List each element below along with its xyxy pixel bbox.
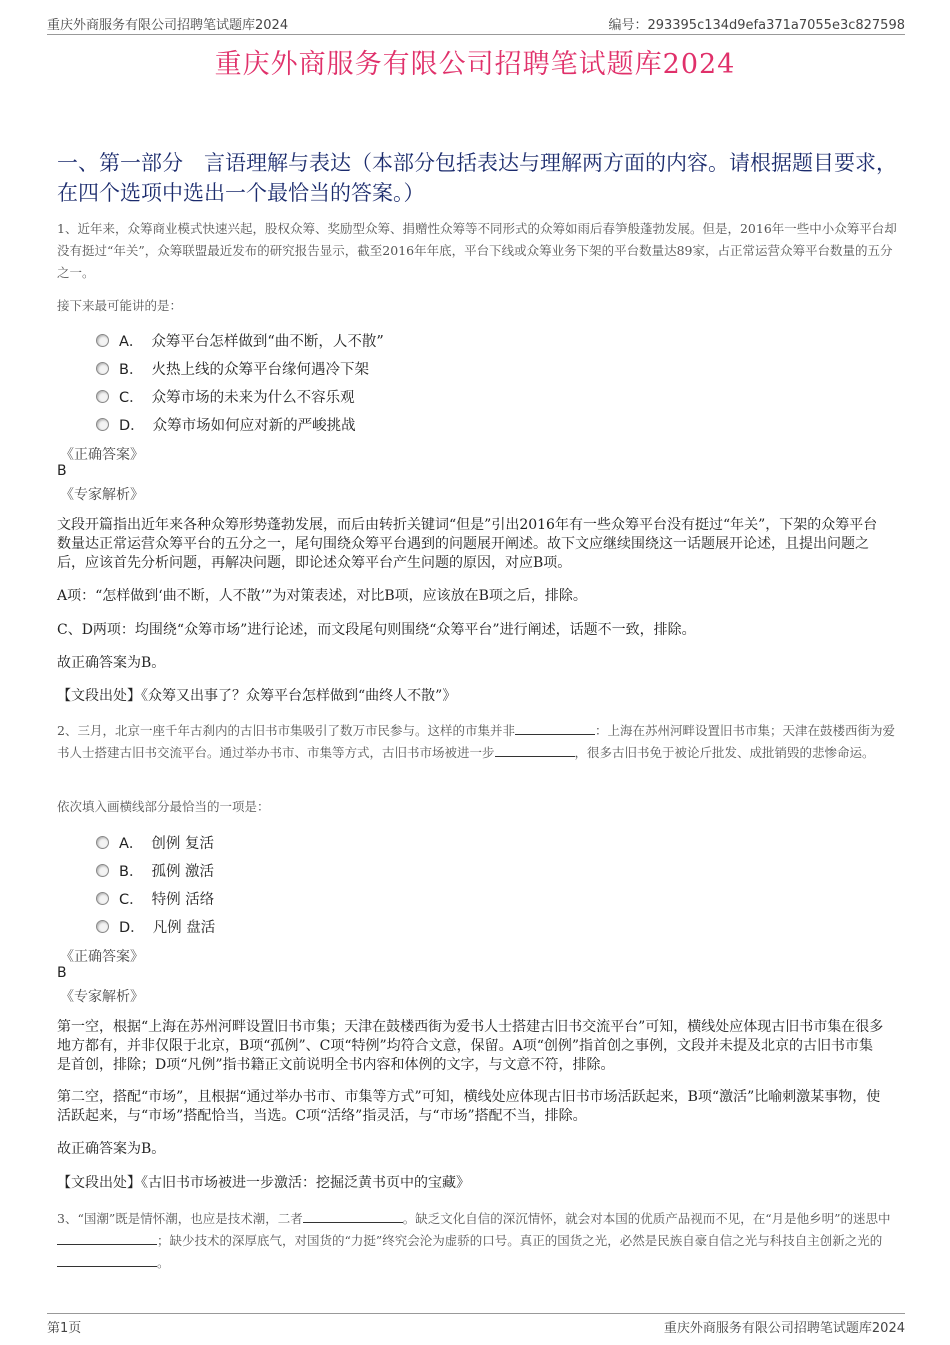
- option-label: D．: [119, 418, 145, 434]
- page-header: [47, 14, 905, 35]
- option-text: 众筹市场如何应对新的严峻挑战: [152, 418, 356, 434]
- fill-blank: [57, 1254, 157, 1267]
- q2-answer: B: [57, 965, 67, 981]
- option-text: 特例 活络: [151, 892, 215, 908]
- q2-analysis-paragraph: 故正确答案为B。: [57, 1141, 166, 1157]
- q2-text-part: 2、三月，北京一座千年古刹内的古旧书市集吸引了数万市民参与。这样的市集并非: [57, 723, 515, 738]
- option-label: C．: [119, 892, 144, 908]
- option-text: 众筹平台怎样做到“曲不断，人不散”: [151, 334, 384, 350]
- q1-option-a[interactable]: [96, 330, 384, 351]
- q2-option-a[interactable]: [96, 832, 214, 853]
- option-text: 火热上线的众筹平台缘何遇冷下架: [151, 362, 369, 378]
- radio-icon[interactable]: [96, 836, 109, 849]
- q2-option-d[interactable]: [96, 916, 215, 937]
- option-label: B．: [119, 864, 144, 880]
- q1-analysis-paragraph: C、D两项：均围绕“众筹市场”进行论述，而文段尾句则围绕“众筹平台”进行阐述，话题不一致，排除。: [57, 622, 696, 638]
- radio-icon[interactable]: [96, 334, 109, 347]
- q1-analysis-paragraph: 文段开篇指出近年来各种众筹形势蓬勃发展，而后由转折关键词“但是”引出2016年有一些众筹平台没有挺过“年关”，下架的众筹平台数量达正常运营众筹平台的五分之一，尾句围绕众筹平台遇到的问题展开阐述。故下文应继续围绕这一话题展开论述，且提出问题之后，应该首先分析问题，再解决问题，即论述众筹平台产生问题的原因，对应B项。: [57, 517, 878, 571]
- q2-answer-label: 《正确答案》: [60, 949, 144, 965]
- header-doc-id: 编号：293395c134d9efa371a7055e3c827598: [608, 18, 905, 33]
- q1-source: 【文段出处】《众筹又出事了？众筹平台怎样做到“曲终人不散”》: [57, 688, 457, 704]
- q2-source: 【文段出处】《古旧书市场被进一步激活：挖掘泛黄书页中的宝藏》: [57, 1175, 470, 1191]
- radio-icon[interactable]: [96, 892, 109, 905]
- option-label: A．: [119, 836, 144, 852]
- question-2-prompt: 依次填入画横线部分最恰当的一项是：: [57, 799, 270, 814]
- q2-option-c[interactable]: [96, 888, 214, 909]
- option-text: 创例 复活: [151, 836, 215, 852]
- q1-analysis-paragraph: 故正确答案为B。: [57, 655, 166, 671]
- q1-answer-label: 《正确答案》: [60, 447, 144, 463]
- q1-option-c[interactable]: [96, 386, 355, 407]
- option-label: B．: [119, 362, 144, 378]
- q2-analysis-label: 《专家解析》: [60, 989, 144, 1005]
- question-1-prompt: 接下来最可能讲的是：: [57, 298, 183, 313]
- option-label: D．: [119, 920, 145, 936]
- q3-text-part: 3、“国潮”既是情怀潮，也应是技术潮，二者: [57, 1211, 303, 1226]
- radio-icon[interactable]: [96, 362, 109, 375]
- q1-option-b[interactable]: [96, 358, 369, 379]
- section-heading: 一、第一部分 言语理解与表达（本部分包括表达与理解两方面的内容。请根据题目要求，在四个选项中选出一个最恰当的答案。）: [57, 151, 897, 205]
- fill-blank: [303, 1210, 403, 1223]
- q1-analysis-paragraph: A项：“怎样做到‘曲不断，人不散’”为对策表述，对比B项，应该放在B项之后，排除。: [57, 588, 587, 604]
- option-label: A．: [119, 334, 144, 350]
- option-text: 孤例 激活: [151, 864, 215, 880]
- q1-option-d[interactable]: [96, 414, 356, 435]
- q2-text-part: ，很多古旧书免于被论斤批发、成批销毁的悲惨命运。: [574, 745, 875, 760]
- q2-option-b[interactable]: [96, 860, 214, 881]
- radio-icon[interactable]: [96, 390, 109, 403]
- fill-blank: [57, 1232, 157, 1245]
- q3-text-part: 。缺乏文化自信的深沉情怀，就会对本国的优质产品视而不见，在“月是他乡明”的迷思中: [402, 1211, 891, 1226]
- page-title: 重庆外商服务有限公司招聘笔试题库2024: [214, 49, 736, 80]
- q1-analysis-label: 《专家解析》: [60, 487, 144, 503]
- q1-answer: B: [57, 463, 67, 479]
- fill-blank: [515, 722, 595, 735]
- footer-page-number: 第1页: [47, 1321, 82, 1336]
- radio-icon[interactable]: [96, 920, 109, 933]
- radio-icon[interactable]: [96, 864, 109, 877]
- q2-text-part: ：上海在苏州河畔设置旧书市集；天津在鼓楼西街为爱书人士搭建古旧书交流平台。通过举办书市、市集等方式，古旧书市场被进一步: [57, 723, 895, 760]
- question-1-text: 1、近年来，众筹商业模式快速兴起，股权众筹、奖励型众筹、捐赠性众筹等不同形式的众筹如雨后春笋般蓬勃发展。但是，2016年一些中小众筹平台却没有挺过“年关”，众筹联盟最近发布的研究报告显示，截至2016年年底，平台下线或众筹业务下架的平台数量达89家，占正常运营众筹平台数量的五分之一。: [57, 221, 897, 280]
- option-label: C．: [119, 390, 144, 406]
- radio-icon[interactable]: [96, 418, 109, 431]
- question-3-text: [57, 1208, 902, 1274]
- header-doc-title: 重庆外商服务有限公司招聘笔试题库2024: [47, 18, 289, 33]
- question-2-text: [57, 720, 902, 764]
- option-text: 凡例 盘活: [152, 920, 216, 936]
- fill-blank: [495, 744, 575, 757]
- page-footer: [47, 1313, 905, 1336]
- q2-analysis-paragraph: 第一空，根据“上海在苏州河畔设置旧书市集；天津在鼓楼西街为爱书人士搭建古旧书交流平台”可知，横线处应体现古旧书市集在很多地方都有，并非仅限于北京，B项“孤例”、C项“特例”均符合文意，保留。A项“创例”指首创之事例，文段并未提及北京的古旧书市集是首创，排除；D项“凡例”指书籍正文前说明全书内容和体例的文字，与文意不符，排除。: [57, 1019, 884, 1073]
- footer-doc-title: 重庆外商服务有限公司招聘笔试题库2024: [663, 1321, 905, 1336]
- q3-text-part: 。: [157, 1255, 170, 1270]
- q3-text-part: ；缺少技术的深厚底气，对国货的“力挺”终究会沦为虚骄的口号。真正的国货之光，必然是民族自豪自信之光与科技自主创新之光的: [157, 1233, 883, 1248]
- option-text: 众筹市场的未来为什么不容乐观: [151, 390, 355, 406]
- q2-analysis-paragraph: 第二空，搭配“市场”，且根据“通过举办书市、市集等方式”可知，横线处应体现古旧书市场活跃起来，B项“激活”比喻刺激某事物，使活跃起来，与“市场”搭配恰当，当选。C项“活络”指灵活，与“市场”搭配不当，排除。: [57, 1089, 881, 1124]
